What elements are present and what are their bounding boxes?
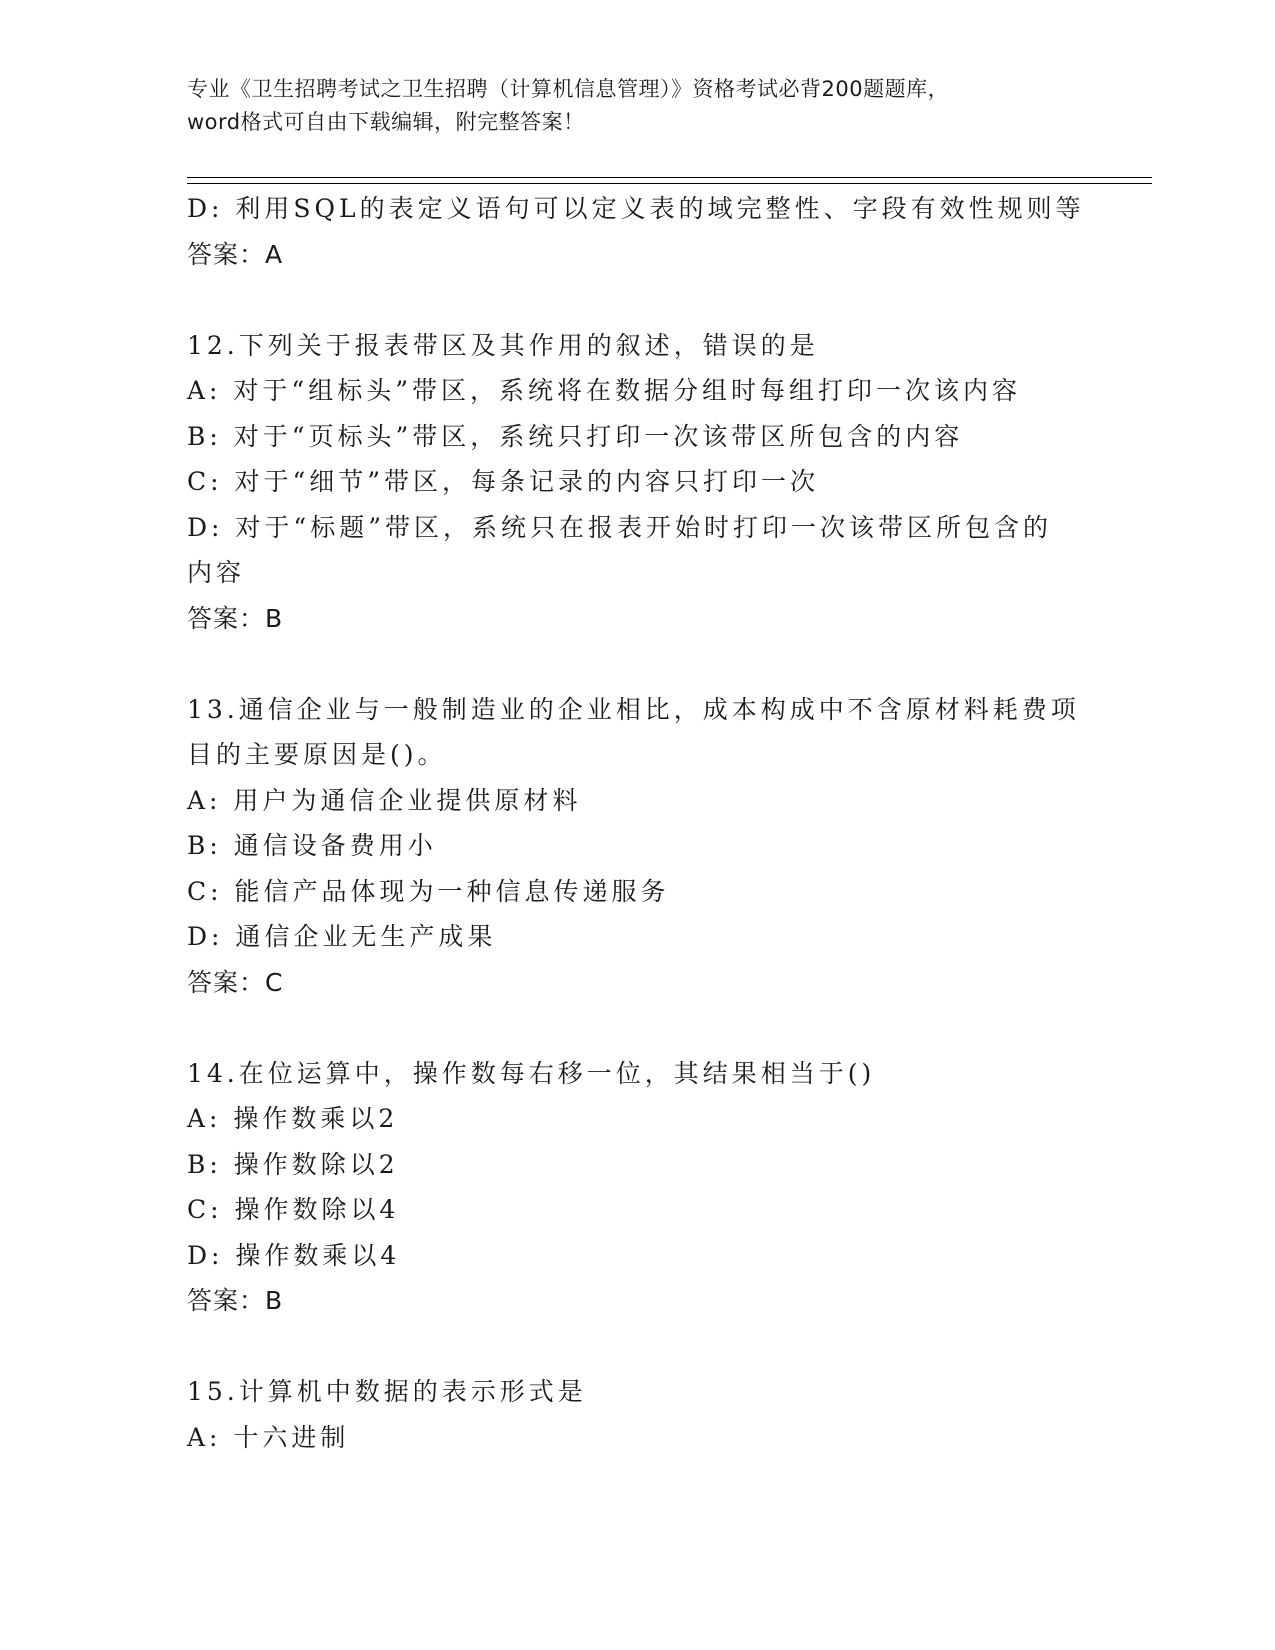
header-divider-top (187, 177, 1152, 178)
option-b: B: 对于“页标头”带区，系统只打印一次该带区所包含的内容 (187, 421, 964, 451)
question-block-15 (187, 1369, 1087, 1460)
question-text: 14.在位运算中，操作数每右移一位，其结果相当于() (187, 1058, 876, 1088)
question-text-continued: 目的主要原因是()。 (187, 740, 447, 769)
question-text: 13.通信企业与一般制造业的企业相比，成本构成中不含原材料耗费项 (187, 694, 1080, 724)
option-c: C: 能信产品体现为一种信息传递服务 (187, 876, 670, 906)
option-c: C: 对于“细节”带区，每条记录的内容只打印一次 (187, 467, 820, 496)
question-text: 12.下列关于报表带区及其作用的叙述，错误的是 (187, 330, 819, 360)
question-block-13 (187, 687, 1087, 1006)
question-block-12 (187, 323, 1087, 642)
spacer (187, 277, 1087, 323)
spacer (187, 1005, 1087, 1051)
option-d: D: 操作数乘以4 (187, 1240, 401, 1270)
spacer (187, 1324, 1087, 1370)
option-d: D: 利用SQL的表定义语句可以定义表的域完整性、字段有效性规则等 (187, 194, 1085, 223)
question-block-14 (187, 1051, 1087, 1324)
option-b: B: 操作数除以2 (187, 1149, 399, 1179)
option-a: A: 对于“组标头”带区，系统将在数据分组时每组打印一次该内容 (187, 376, 1021, 405)
option-a: A: 用户为通信企业提供原材料 (187, 785, 582, 815)
header-line-2: word格式可自由下载编辑，附完整答案！ (187, 110, 585, 134)
header-line-1: 专业《卫生招聘考试之卫生招聘（计算机信息管理）》资格考试必背200题题库， (187, 77, 950, 101)
answer-line: 答案：B (187, 1286, 284, 1315)
spacer (187, 641, 1087, 687)
option-a: A: 操作数乘以2 (187, 1104, 399, 1133)
question-text: 15.计算机中数据的表示形式是 (187, 1377, 587, 1406)
question-list (187, 186, 1087, 1460)
answer-line: 答案：B (187, 603, 284, 633)
option-d-continued: 内容 (187, 558, 246, 587)
option-b: B: 通信设备费用小 (187, 831, 437, 860)
header-divider-bottom (187, 183, 1152, 184)
option-d: D: 通信企业无生产成果 (187, 922, 497, 951)
option-c: C: 操作数除以4 (187, 1195, 400, 1224)
document-header (187, 73, 1067, 139)
answer-line: 答案：C (187, 967, 284, 997)
option-d: D: 对于“标题”带区，系统只在报表开始时打印一次该带区所包含的 (187, 512, 1052, 542)
answer-line: 答案：A (187, 239, 284, 269)
option-a: A: 十六进制 (187, 1422, 350, 1452)
question-block-11 (187, 186, 1087, 277)
